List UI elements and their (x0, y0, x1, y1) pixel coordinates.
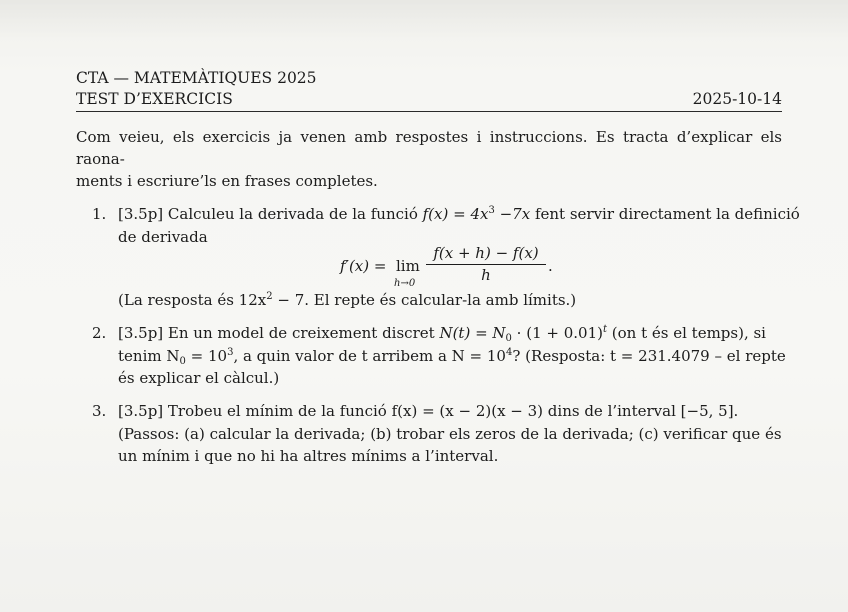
answer-line: (La resposta és $12x^2 - 7$. El repte és calcular-la amb límits.) (118, 291, 577, 309)
exercise-line: és explicar el càlcul.) (118, 369, 280, 387)
derivative-definition-formula (340, 243, 600, 287)
header-rule (76, 111, 782, 112)
formula-numerator: f(x + h) − f(x) (433, 244, 539, 262)
exercise-1 (92, 203, 800, 313)
exercise-body (118, 203, 800, 248)
exercise-2 (92, 322, 786, 392)
exercise-line: [3.5p] En un model de creixement discret $N(t) = N_0 \cdot (1 + 0.01)^t$ (on t és el temps), si (118, 324, 766, 344)
exercise-line: un mínim i que no hi ha altres mínims a l’interval. (118, 447, 499, 465)
intro-paragraph (76, 126, 782, 192)
page-shadow (0, 0, 848, 40)
formula-end: . (548, 257, 553, 275)
intro-line: Com veieu, els exercicis ja venen amb respostes i instruccions. Es tracta d’explicar els raona- (76, 128, 782, 168)
formula-lim-sub: h→0 (394, 278, 416, 289)
formula-denominator: h (481, 266, 491, 284)
formula-lim: lim (396, 257, 420, 275)
exercise-line: [3.5p] Calculeu la derivada de la funció $f(x) = 4x^3 -7x$ fent servir directament la definició (118, 205, 800, 223)
intro-line: ments i escriure’ls en frases completes. (76, 172, 378, 190)
exercise-line: tenim $N_0 = 10^3$, a quin valor de t arribem a $N = 10^4$? (Resposta: t = 231.4079 – el repte (118, 346, 786, 367)
formula-fraction (426, 243, 546, 285)
exercise-line: [3.5p] Trobeu el mínim de la funció f(x) = (x − 2)(x − 3) dins de l’interval [−5, 5]. (118, 402, 739, 420)
exercise-number: 2. (92, 324, 107, 342)
formula-lhs: f′(x) = (340, 257, 387, 275)
exercise-body (118, 400, 782, 468)
exercise-line: (Passos: (a) calcular la derivada; (b) trobar els zeros de la derivada; (c) verificar que és (118, 424, 782, 443)
test-date: 2025-10-14 (692, 90, 782, 108)
exercise-3 (92, 400, 782, 470)
course-title: CTA — MATEMÀTIQUES 2025 (76, 69, 317, 87)
exercise-number: 1. (92, 205, 107, 223)
exercise-answer (118, 289, 782, 312)
test-subtitle: TEST D’EXERCICIS (76, 90, 233, 108)
exercise-number: 3. (92, 402, 107, 420)
exercise-body (118, 322, 786, 390)
exercise-line: de derivada (118, 227, 208, 246)
document-header (76, 68, 782, 110)
